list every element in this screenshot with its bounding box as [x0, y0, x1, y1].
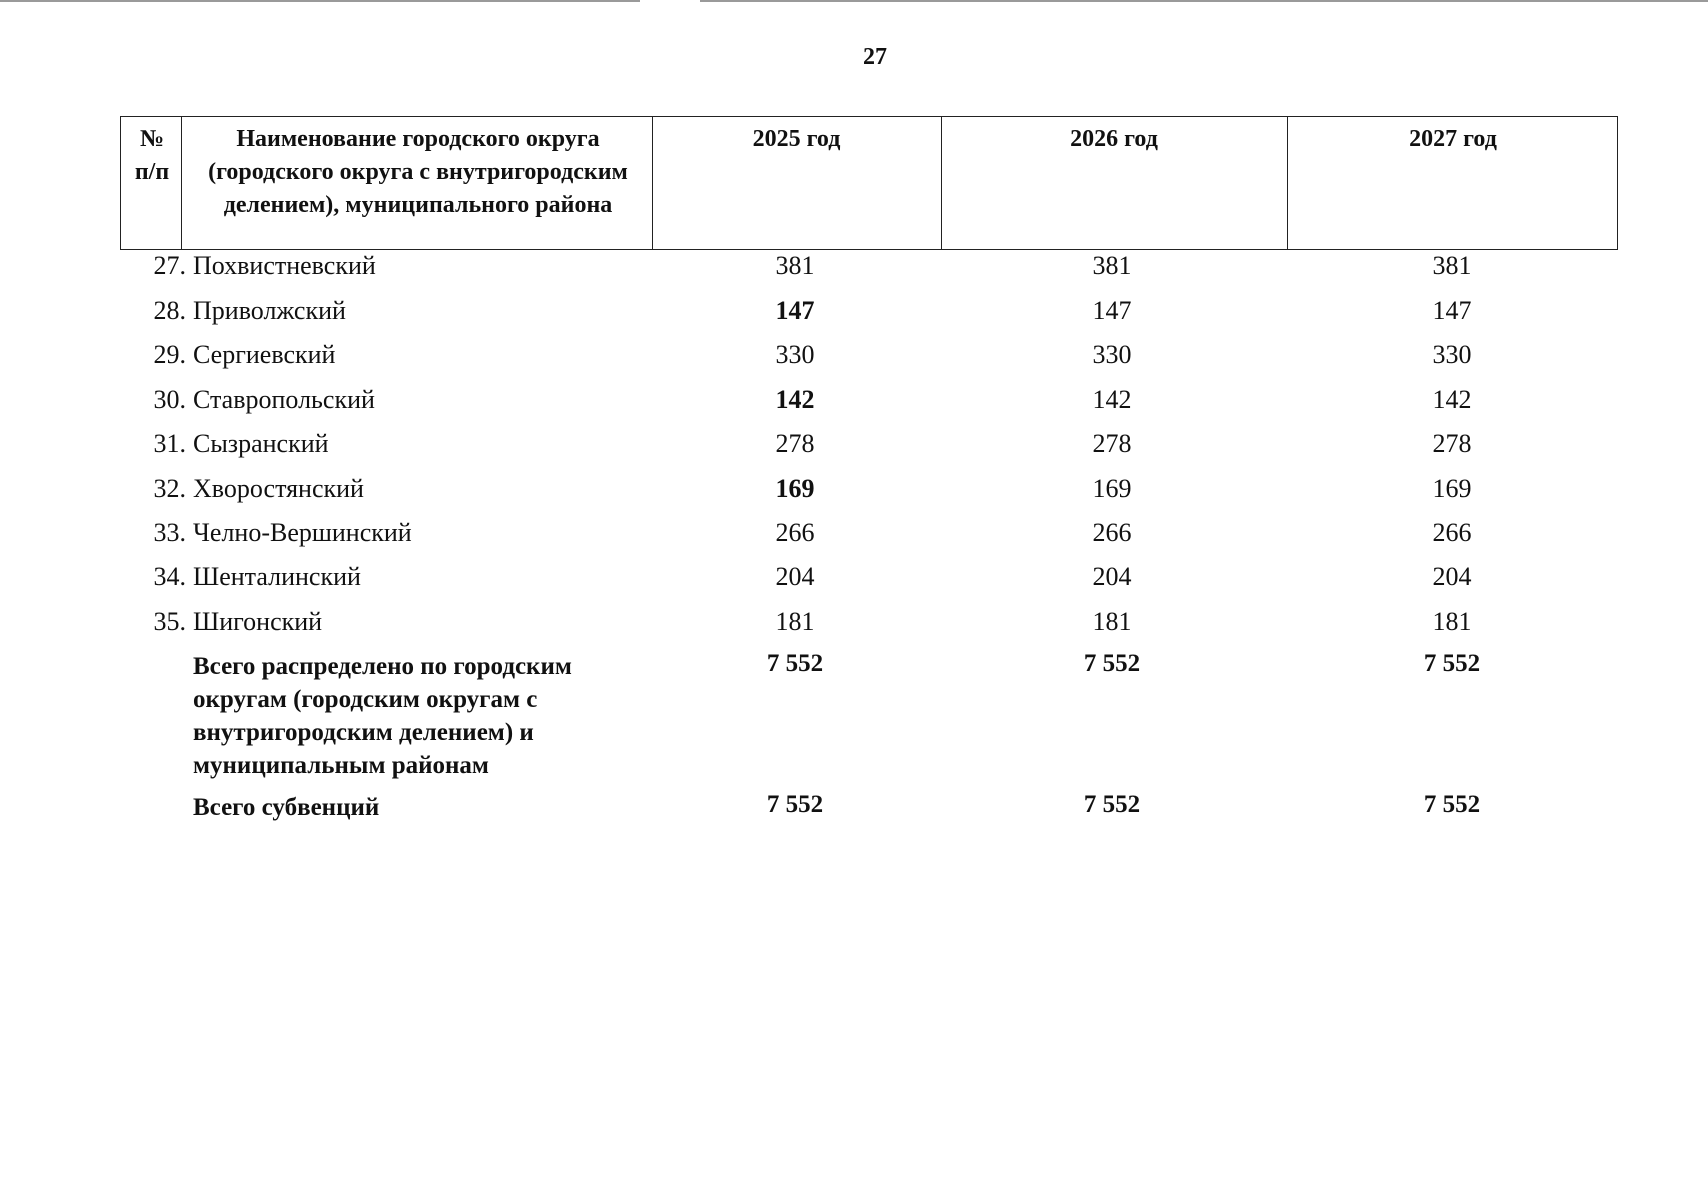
- value-2027: 204: [1432, 562, 1472, 591]
- value-2026: 330: [1092, 340, 1132, 369]
- header-2026: 2026 год: [1070, 126, 1158, 152]
- page-number: 27: [863, 44, 887, 70]
- table-header: [120, 116, 1618, 250]
- row-number: 33.: [153, 518, 186, 547]
- row-number: 27.: [153, 251, 186, 280]
- row-number: 34.: [153, 562, 186, 591]
- row-number: 30.: [153, 385, 186, 414]
- total-distributed-2027: 7 552: [1423, 650, 1481, 677]
- row-name: Сергиевский: [193, 340, 336, 369]
- row-name: Приволжский: [193, 296, 346, 325]
- header-name: Наименование городского округа (городского округа с внутригородским делением), муниципального района: [208, 126, 628, 218]
- total-subventions-2025: 7 552: [766, 791, 824, 818]
- value-2025: 142: [775, 385, 815, 414]
- total-distributed-2025: 7 552: [766, 650, 824, 677]
- value-2027: 142: [1432, 385, 1472, 414]
- row-number: 32.: [153, 474, 186, 503]
- row-name: Челно-Вершинский: [193, 518, 412, 547]
- value-2026: 169: [1092, 474, 1132, 503]
- row-name: Хворостянский: [193, 474, 364, 503]
- row-name: Ставропольский: [193, 385, 375, 414]
- value-2025: 204: [775, 562, 815, 591]
- total-subventions-2026: 7 552: [1083, 791, 1141, 818]
- row-name: Шенталинский: [193, 562, 361, 591]
- value-2025: 381: [775, 251, 815, 280]
- value-2026: 142: [1092, 385, 1132, 414]
- value-2025: 278: [775, 429, 815, 458]
- value-2025: 266: [775, 518, 815, 547]
- row-name: Похвистневский: [193, 251, 376, 280]
- row-name: Сызранский: [193, 429, 329, 458]
- value-2025: 147: [775, 296, 815, 325]
- total-distributed-2026: 7 552: [1083, 650, 1141, 677]
- value-2025: 169: [775, 474, 815, 503]
- total-subventions-label: Всего субвенций: [193, 794, 380, 821]
- value-2027: 147: [1432, 296, 1472, 325]
- row-name: Шигонский: [193, 607, 323, 636]
- value-2025: 330: [775, 340, 815, 369]
- value-2027: 330: [1432, 340, 1472, 369]
- row-number: 28.: [153, 296, 186, 325]
- row-number: 35.: [153, 607, 186, 636]
- value-2027: 278: [1432, 429, 1472, 458]
- value-2026: 381: [1092, 251, 1132, 280]
- value-2027: 381: [1432, 251, 1472, 280]
- header-2025: 2025 год: [752, 126, 841, 152]
- value-2026: 278: [1092, 429, 1132, 458]
- value-2026: 181: [1092, 607, 1132, 636]
- row-number: 29.: [153, 340, 186, 369]
- value-2027: 181: [1432, 607, 1472, 636]
- value-2026: 204: [1092, 562, 1132, 591]
- total-distributed-label: Всего распределено по городским округам (городским округам с внутригородским делением) и муниципальным районам: [193, 653, 572, 779]
- value-2025: 181: [775, 607, 815, 636]
- value-2027: 266: [1432, 518, 1472, 547]
- top-scan-rule: [0, 0, 1708, 2]
- value-2026: 147: [1092, 296, 1132, 325]
- row-number: 31.: [153, 429, 186, 458]
- header-num: № п/п: [134, 126, 170, 185]
- header-2027: 2027 год: [1409, 126, 1497, 152]
- value-2027: 169: [1432, 474, 1472, 503]
- total-subventions-2027: 7 552: [1423, 791, 1481, 818]
- header-divider: [181, 117, 182, 249]
- value-2026: 266: [1092, 518, 1132, 547]
